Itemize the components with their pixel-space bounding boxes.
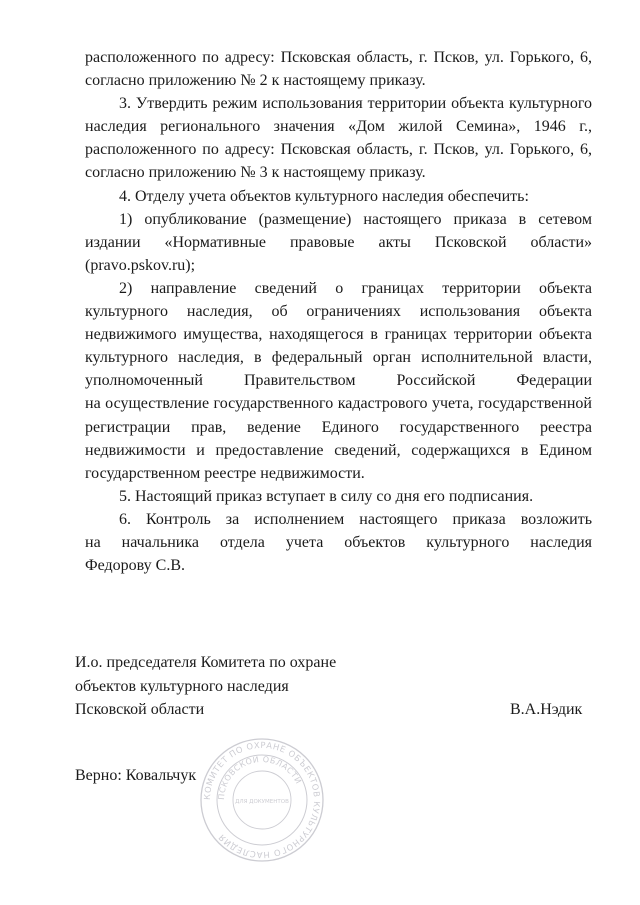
verification-note: Верно: Ковальчук [75, 767, 197, 784]
signatory-name: В.А.Нэдик [510, 701, 583, 718]
text-line: издании «Нормативные правовые акты Псковской области» [85, 233, 592, 251]
text-line: культурного наследия, об ограничениях использования объекта [85, 303, 592, 321]
svg-text:ДЛЯ ДОКУМЕНТОВ: ДЛЯ ДОКУМЕНТОВ [235, 799, 289, 805]
text-line: наследия регионального значения «Дом жилой Семина», 1946 г., [85, 118, 592, 136]
signature-title-line: И.о. председателя Комитета по охране [75, 654, 337, 671]
text-line: недвижимого имущества, находящегося в границах территории объекта [85, 326, 592, 344]
official-stamp [199, 737, 325, 863]
text-line: согласно приложению № 3 к настоящему приказу. [85, 164, 426, 182]
text-line: государственном реестре недвижимости. [85, 464, 365, 482]
svg-text:КОМИТЕТ ПО ОХРАНЕ ОБЪЕКТОВ КУЛ: КОМИТЕТ ПО ОХРАНЕ ОБЪЕКТОВ КУЛЬТУРНОГО НАСЛЕДИЯ [201, 739, 323, 861]
text-line: 3. Утвердить режим использования территории объекта культурного [119, 95, 592, 113]
text-line: 4. Отделу учета объектов культурного наследия обеспечить: [119, 187, 529, 205]
text-line: на осуществление государственного кадастрового учета, государственной [85, 395, 592, 413]
text-line: культурного наследия, в федеральный орган исполнительной власти, [85, 349, 592, 367]
document-body [85, 46, 592, 577]
text-line: 2) направление сведений о границах территории объекта [119, 279, 592, 297]
text-line: (pravo.pskov.ru); [85, 256, 196, 274]
text-line: на начальника отдела учета объектов культурного наследия [85, 533, 592, 551]
text-line: уполномоченный Правительством Российской Федерации [85, 372, 592, 390]
signature-title [75, 651, 336, 722]
text-line: расположенного по адресу: Псковская область, г. Псков, ул. Горького, 6, [85, 141, 592, 159]
text-line: 6. Контроль за исполнением настоящего приказа возложить [119, 510, 592, 528]
text-line: недвижимости и предоставление сведений, содержащихся в Едином [85, 441, 592, 459]
text-line: Федорову С.В. [85, 557, 186, 575]
svg-text:ПСКОВСКОЙ ОБЛАСТИ: ПСКОВСКОЙ ОБЛАСТИ [216, 754, 304, 801]
text-line: 5. Настоящий приказ вступает в силу со дня его подписания. [119, 487, 534, 505]
text-line: 1) опубликование (размещение) настоящего приказа в сетевом [119, 210, 592, 228]
signature-title-line: объектов культурного наследия [75, 677, 289, 695]
text-line: регистрации прав, ведение Единого государственного реестра [85, 418, 592, 436]
text-line: согласно приложению № 2 к настоящему приказу. [85, 72, 426, 90]
text-line: расположенного по адресу: Псковская область, г. Псков, ул. Горького, 6, [85, 49, 592, 66]
signature-title-line: Псковской области [75, 701, 205, 718]
